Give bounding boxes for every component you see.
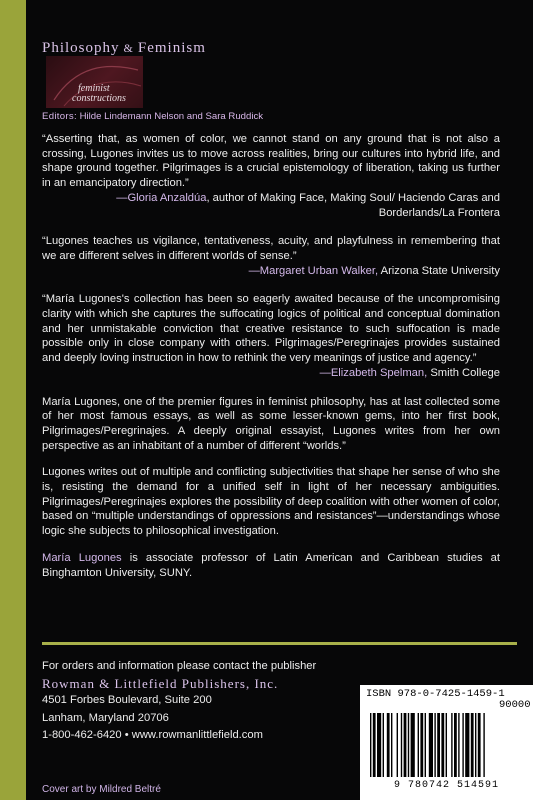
editors-names: Hilde Lindemann Nelson and Sara Ruddick — [79, 111, 264, 122]
series-title-a: Philosophy — [42, 40, 120, 56]
logo-line-1: feminist — [78, 83, 110, 94]
description-paragraph-1: María Lugones, one of the premier figures in feminist philosophy, has at last collected some of her most famous essays, as well as some lesser-known gems, into her first book, Pilgrimages/Peregrinajes. A deeply original essayist, Lugones writes from her own perspective as an inhabitant of a number of different “worlds.” — [42, 395, 500, 452]
quote-2-affiliation: Arizona State University — [378, 264, 500, 277]
quote-3-affiliation: Smith College — [427, 366, 500, 379]
back-cover — [26, 0, 533, 800]
quote-3-attribution — [42, 366, 500, 381]
author-bio: is associate professor of Latin American and Caribbean studies at Binghamton University, SUNY. — [42, 551, 500, 579]
isbn-text: ISBN 978-0-7425-1459-1 — [366, 688, 505, 700]
address-line-1: 4501 Forbes Boulevard, Suite 200 — [42, 694, 212, 707]
quote-1-author: —Gloria Anzaldúa — [116, 191, 207, 204]
quote-1-affiliation: , author of Making Face, Making Soul/ Haciendo Caras and Borderlands/La Frontera — [206, 191, 500, 219]
orders-line: For orders and information please contact the publisher — [42, 660, 317, 672]
series-ampersand: & — [123, 41, 134, 55]
quote-1-text: “Asserting that, as women of color, we cannot stand on any ground that is not also a crossing, Lugones invites us to move across realities, bring our cultures into hybrid life, and shape ground together. Pilgrimages is a crucial epistemology of liberation, taking us further in an emancipatory direction.” — [42, 133, 500, 190]
series-logo — [46, 56, 143, 108]
quote-2-attribution — [42, 264, 500, 279]
contact-line: 1-800-462-6420 • www.rowmanlittlefield.com — [42, 728, 263, 741]
cover-art-credit: Cover art by Mildred Beltré — [42, 784, 161, 795]
price-code: 90000 — [499, 699, 531, 711]
address-line-2: Lanham, Maryland 20706 — [42, 711, 169, 724]
quote-2-text: “Lugones teaches us vigilance, tentativeness, acuity, and playfulness in remembering that we are different selves in different worlds of sense.” — [42, 235, 500, 262]
main-text — [42, 132, 500, 580]
editors-line — [42, 111, 263, 122]
quote-3-text: “María Lugones's collection has been so eagerly awaited because of the uncompromising clarity with which she captures the suffocating logics of political and conceptual domination and her unmistakable conviction that creative resistance to such suffocation is made possible only in close company with others. Pilgrimages/Peregrinajes provides sustained and deeply loving instruction in how to rethink the very meanings of justice and agency.” — [42, 293, 500, 365]
publisher-footer — [42, 658, 316, 744]
quote-2-author: —Margaret Urban Walker, — [248, 264, 379, 277]
about-author — [42, 551, 500, 580]
divider-rule — [42, 642, 517, 645]
quote-1-attribution — [42, 191, 500, 220]
logo-line-2: constructions — [72, 93, 126, 104]
barcode-digits: 9 780742 514591 — [393, 780, 499, 791]
editors-label: Editors: — [42, 111, 77, 122]
barcode-bars-icon — [370, 713, 526, 779]
series-title — [42, 40, 206, 57]
publisher-name: Rowman & Littlefield Publishers, Inc. — [42, 676, 279, 692]
description-paragraph-2: Lugones writes out of multiple and conflicting subjectivities that shape her sense of who she is, resisting the demand for a unified self in light of her necessary ambiguities. Pilgrimages/Peregrinajes explores the possibility of deep coalition with other women of color, based on “multiple understandings of oppressions and resistances”—understandings whose logic she subjects to philosophical investigation. — [42, 466, 500, 538]
quote-3-author: —Elizabeth Spelman, — [319, 366, 428, 379]
author-name: María Lugones — [42, 551, 122, 564]
series-title-b: Feminism — [137, 40, 206, 56]
barcode — [360, 685, 533, 800]
